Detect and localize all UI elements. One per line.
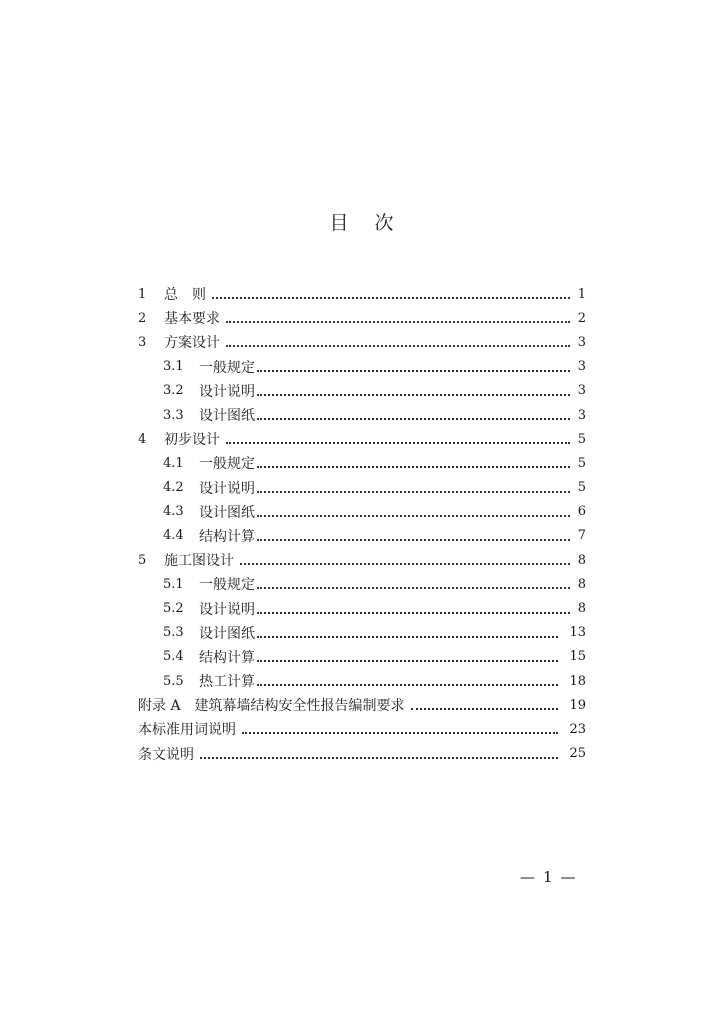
toc-entry-label: 热工计算 xyxy=(199,674,255,691)
toc-leader-dots xyxy=(257,622,558,638)
toc-entry-label: 结构计算 xyxy=(199,528,255,545)
toc-entry-number: 4.3 xyxy=(163,504,184,520)
toc-entry-label: 设计说明 xyxy=(199,480,255,497)
toc-entry-label: 设计图纸 xyxy=(199,625,255,642)
toc-entry-number: 5.2 xyxy=(163,601,184,617)
toc-entry[interactable] xyxy=(138,306,586,330)
toc-entry-label: 条文说明 xyxy=(138,746,194,763)
toc-entry-number: 3.3 xyxy=(163,407,184,423)
toc-entry[interactable] xyxy=(138,330,586,354)
toc-leader-dots xyxy=(257,525,570,541)
toc-leader-dots xyxy=(257,501,570,517)
toc-entry[interactable] xyxy=(138,572,586,596)
toc-entry-page: 3 xyxy=(577,383,586,399)
toc-entry[interactable] xyxy=(138,524,586,548)
toc-entry-page: 18 xyxy=(569,673,586,689)
toc-leader-dots xyxy=(226,331,570,347)
toc-entry-number: 5.1 xyxy=(163,576,184,592)
toc-entry-label: 基本要求 xyxy=(164,311,220,328)
toc-entry-page: 8 xyxy=(577,552,586,568)
toc-leader-dots xyxy=(240,549,570,565)
toc-entry-page: 5 xyxy=(577,480,586,496)
toc-leader-dots xyxy=(411,694,558,710)
toc-entry-label: 设计图纸 xyxy=(199,408,255,425)
toc-entry[interactable] xyxy=(138,500,586,524)
page-title xyxy=(0,208,723,235)
toc-entry-label: 施工图设计 xyxy=(164,553,234,570)
toc-entry[interactable] xyxy=(138,717,586,741)
toc-entry[interactable] xyxy=(138,742,586,766)
toc-leader-dots xyxy=(257,380,570,396)
toc-entry-page: 3 xyxy=(577,407,586,423)
toc-entry-label: 总 则 xyxy=(164,287,206,304)
toc-entry-label: 方案设计 xyxy=(164,335,220,352)
toc-entry-label: 初步设计 xyxy=(164,432,220,449)
title-char-1: 目 xyxy=(329,212,349,234)
toc-entry-number: 4.4 xyxy=(163,528,184,544)
toc-entry-label: 结构计算 xyxy=(199,649,255,666)
toc-entry-label: 一般规定 xyxy=(199,577,255,594)
toc-entry[interactable] xyxy=(138,645,586,669)
toc-entry-label: 附录 A 建筑幕墙结构安全性报告编制要求 xyxy=(138,698,405,715)
toc-leader-dots xyxy=(257,356,570,372)
footer-dash-left: — xyxy=(520,868,535,886)
toc-entry-page: 3 xyxy=(577,334,586,350)
toc-entry-page: 13 xyxy=(569,625,586,641)
toc-entry-number: 5.4 xyxy=(163,649,184,665)
toc-entry[interactable] xyxy=(138,693,586,717)
toc-entry-number: 3.1 xyxy=(163,359,184,375)
toc-entry[interactable] xyxy=(138,282,586,306)
toc-entry-number: 4.2 xyxy=(163,480,184,496)
toc-entry[interactable] xyxy=(138,379,586,403)
toc-entry-number: 3.2 xyxy=(163,383,184,399)
toc-entry-page: 23 xyxy=(569,721,586,737)
toc-entry-label: 设计说明 xyxy=(199,601,255,618)
toc-entry[interactable] xyxy=(138,403,586,427)
toc-leader-dots xyxy=(257,573,570,589)
table-of-contents xyxy=(138,282,586,766)
toc-entry-page: 25 xyxy=(569,746,586,762)
toc-entry-number: 5.3 xyxy=(163,625,184,641)
toc-leader-dots xyxy=(257,598,570,614)
toc-entry-label: 一般规定 xyxy=(199,359,255,376)
toc-entry[interactable] xyxy=(138,621,586,645)
toc-entry-number: 3 xyxy=(138,334,147,350)
toc-entry[interactable] xyxy=(138,451,586,475)
toc-leader-dots xyxy=(226,428,570,444)
toc-entry-page: 19 xyxy=(569,697,586,713)
toc-entry-page: 3 xyxy=(577,359,586,375)
toc-entry[interactable] xyxy=(138,548,586,572)
toc-leader-dots xyxy=(257,452,570,468)
toc-entry-page: 2 xyxy=(577,310,586,326)
toc-leader-dots xyxy=(257,404,570,420)
toc-entry-page: 7 xyxy=(577,528,586,544)
toc-entry-page: 1 xyxy=(577,286,586,302)
page-number: 1 xyxy=(543,868,553,886)
toc-entry-number: 1 xyxy=(138,286,147,302)
toc-entry-number: 5.5 xyxy=(163,673,184,689)
toc-entry[interactable] xyxy=(138,355,586,379)
toc-leader-dots xyxy=(257,646,558,662)
toc-entry-page: 5 xyxy=(577,455,586,471)
toc-leader-dots xyxy=(200,743,558,759)
toc-leader-dots xyxy=(242,718,558,734)
toc-entry[interactable] xyxy=(138,596,586,620)
toc-entry-label: 设计图纸 xyxy=(199,504,255,521)
toc-entry-number: 4 xyxy=(138,431,147,447)
toc-leader-dots xyxy=(212,283,570,299)
toc-entry-number: 4.1 xyxy=(163,455,184,471)
toc-leader-dots xyxy=(257,477,570,493)
toc-entry-page: 8 xyxy=(577,601,586,617)
toc-entry[interactable] xyxy=(138,669,586,693)
toc-leader-dots xyxy=(226,307,570,323)
toc-entry-label: 设计说明 xyxy=(199,383,255,400)
page-footer xyxy=(512,868,584,886)
toc-entry-label: 一般规定 xyxy=(199,456,255,473)
toc-leader-dots xyxy=(257,670,558,686)
toc-entry-page: 8 xyxy=(577,576,586,592)
toc-entry-page: 5 xyxy=(577,431,586,447)
toc-entry-label: 本标准用词说明 xyxy=(138,722,236,739)
toc-entry-page: 15 xyxy=(569,649,586,665)
toc-entry[interactable] xyxy=(138,427,586,451)
toc-entry[interactable] xyxy=(138,476,586,500)
toc-entry-number: 2 xyxy=(138,310,147,326)
footer-dash-right: — xyxy=(560,868,576,886)
toc-entry-number: 5 xyxy=(138,552,147,568)
title-char-2: 次 xyxy=(374,212,394,234)
toc-entry-page: 6 xyxy=(577,504,586,520)
